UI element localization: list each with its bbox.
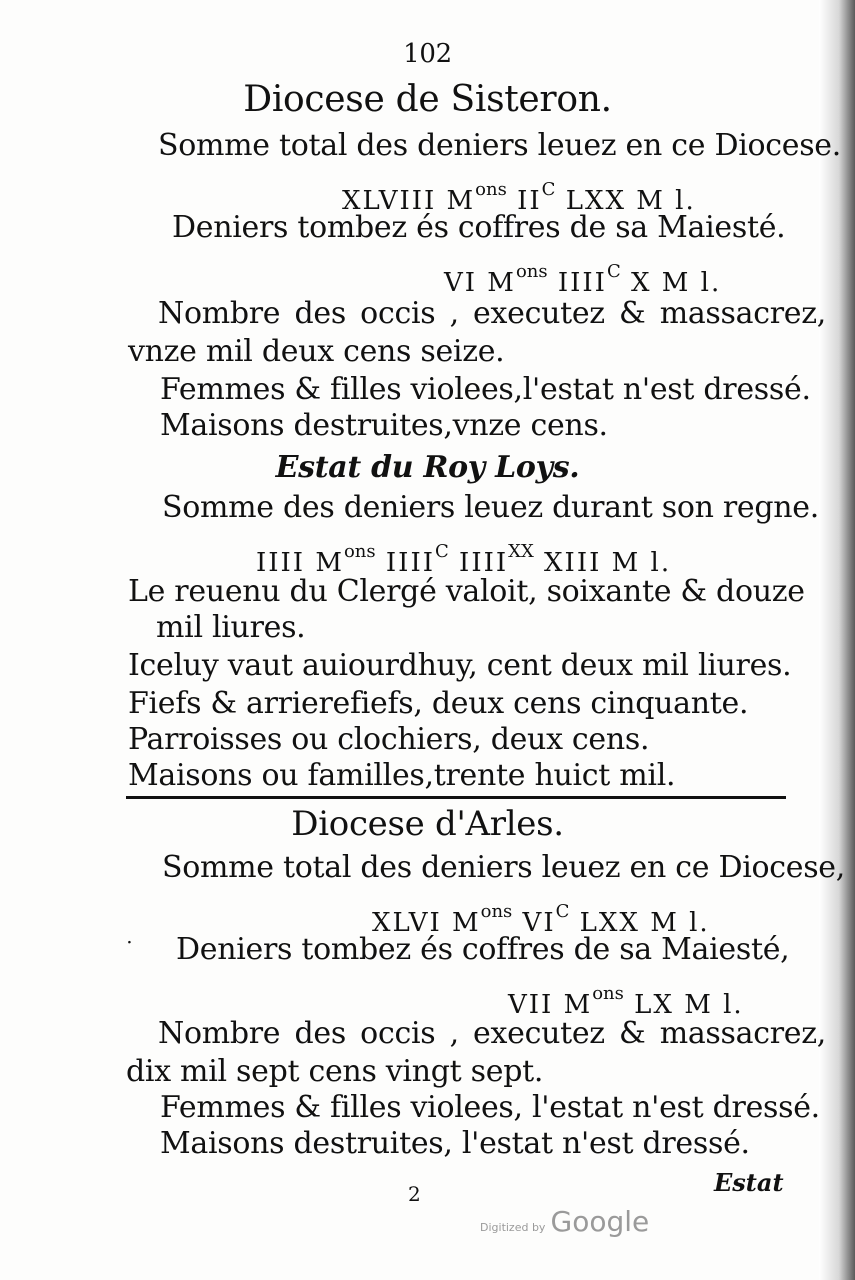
loys-clergy-line2: mil liures. (156, 610, 306, 645)
sisteron-total-amount: XLVIII $M^{ons}$ $II^C$ LXX M l. (342, 179, 696, 216)
catchword: Estat (714, 1168, 784, 1197)
page-edge-shadow (819, 0, 855, 1280)
loys-clergy-line1: Le reuenu du Clergé valoit, soixante & douze (128, 574, 805, 609)
sisteron-women: Femmes & filles violees,l'estat n'est dressé. (160, 372, 811, 407)
loys-families: Maisons ou familles,trente huict mil. (128, 758, 676, 793)
signature-mark: 2 (408, 1182, 421, 1206)
arles-total-amount: XLVI $M^{ons}$ $VI^C$ LXX M l. (372, 901, 710, 938)
section-heading-arles: Diocese d'Arles. (291, 804, 564, 844)
loys-fiefs: Fiefs & arrierefiefs, deux cens cinquante. (128, 686, 749, 721)
arles-coffers-amount: VII $M^{ons}$ LX M l. (508, 983, 744, 1020)
arles-houses: Maisons destruites, l'estat n'est dressé. (160, 1126, 750, 1161)
page-number: 102 (403, 39, 452, 69)
loys-today: Iceluy vaut auiourdhuy, cent deux mil liures. (128, 648, 792, 683)
loys-sum-label: Somme des deniers leuez durant son regne. (162, 490, 819, 525)
sisteron-coffers-label: Deniers tombez és coffres de sa Maiesté. (172, 210, 786, 245)
digitized-watermark (480, 1205, 649, 1238)
arles-coffers-label: Deniers tombez és coffres de sa Maiesté, (176, 932, 790, 967)
section-heading-roy-loys: Estat du Roy Loys. (275, 450, 580, 485)
margin-mark: ⋅ (126, 930, 133, 954)
sisteron-coffers-amount: VI $M^{ons}$ $IIII^C$ X M l. (444, 261, 722, 298)
sisteron-houses: Maisons destruites,vnze cens. (160, 408, 608, 443)
arles-killed-line2: dix mil sept cens vingt sept. (126, 1054, 544, 1089)
sisteron-killed-line1: Nombre des occis , executez & massacrez, (158, 296, 826, 331)
watermark-small-text: Digitized by (480, 1221, 546, 1234)
loys-parishes: Parroisses ou clochiers, deux cens. (128, 722, 650, 757)
sisteron-total-label: Somme total des deniers leuez en ce Diocese. (158, 128, 841, 163)
watermark-google-text: Google (550, 1205, 650, 1238)
arles-women: Femmes & filles violees, l'estat n'est dressé. (160, 1090, 820, 1125)
loys-sum-amount: IIII $M^{ons}$ $IIII^C$ $IIII^{XX}$ XIII M l. (256, 541, 672, 578)
section-divider-rule (126, 796, 786, 799)
section-heading-sisteron: Diocese de Sisteron. (243, 79, 612, 120)
arles-killed-line1: Nombre des occis , executez & massacrez, (158, 1016, 826, 1051)
arles-total-label: Somme total des deniers leuez en ce Diocese, (162, 850, 845, 885)
sisteron-killed-line2: vnze mil deux cens seize. (128, 334, 505, 369)
